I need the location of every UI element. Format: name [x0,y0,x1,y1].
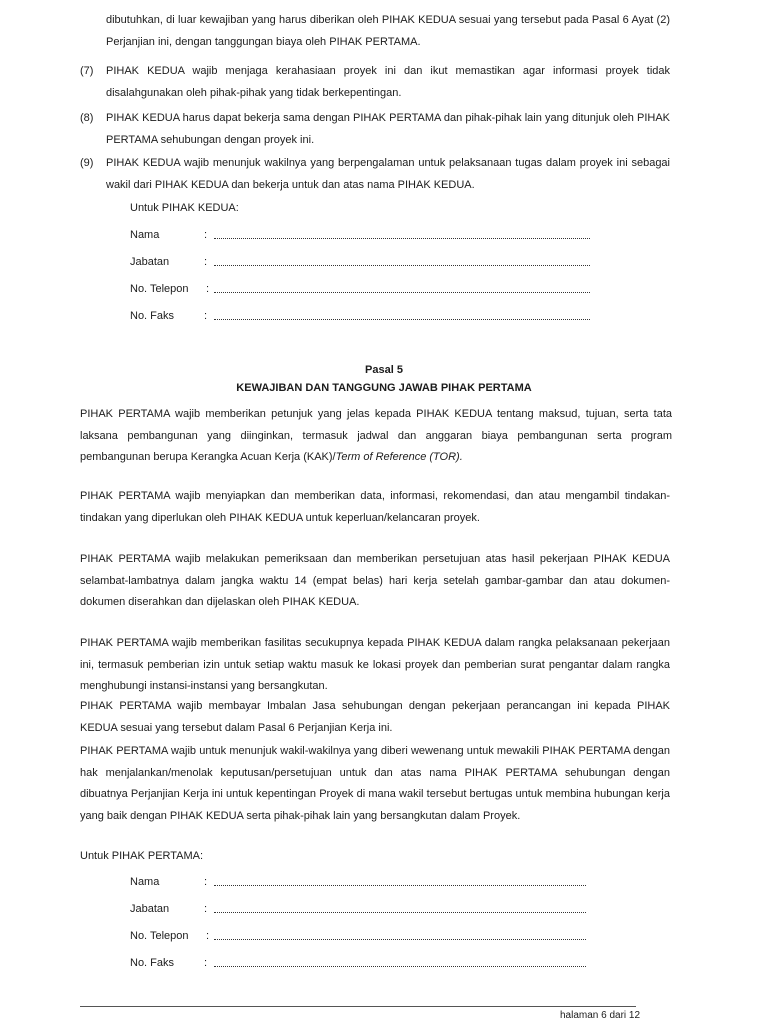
field-blank[interactable] [214,939,586,940]
signature-row-faks [130,305,590,327]
field-blank[interactable] [214,319,590,320]
paragraph-text: PIHAK PERTAMA wajib memberikan petunjuk yang jelas kepada PIHAK KEDUA tentang maksud, tujuan, serta tata laksana pembangunan yang diinginkan, termasuk jadwal dan anggaran biaya pembangunan serta program pembangunan berupa Kerangka Acuan Kerja (KAK)/ [80,408,672,463]
signature-row-jabatan [130,898,590,920]
field-label: No. Telepon [130,283,189,295]
obligation-paragraph-2: PIHAK PERTAMA wajib menyiapkan dan memberikan data, informasi, rekomendasi, dan atau mengambil tindakan-tindakan yang diperlukan oleh PIHAK KEDUA untuk keperluan/kelancaran proyek. [80,490,670,524]
item-number: (7) [80,65,94,77]
continuation-paragraph: dibutuhkan, di luar kewajiban yang harus diberikan oleh PIHAK KEDUA sesuai yang tersebut pada Pasal 6 Ayat (2) Perjanjian ini, dengan tanggungan biaya oleh PIHAK PERTAMA. [106,14,670,48]
obligation-paragraph-5: PIHAK PERTAMA wajib membayar Imbalan Jasa sehubungan dengan pekerjaan perancangan ini kepada PIHAK KEDUA sesuai yang tersebut dalam Pasal 6 Perjanjian Kerja ini. [80,700,670,734]
field-colon: : [204,903,208,915]
section-title: KEWAJIBAN DAN TANGGUNG JAWAB PIHAK PERTAMA [236,382,532,394]
footer-divider [80,1006,636,1007]
signature-row-jabatan [130,251,590,273]
signature-row-telepon [130,278,590,300]
field-label: Nama [130,229,160,241]
field-colon: : [204,876,208,888]
field-label: Jabatan [130,903,170,915]
section-number: Pasal 5 [365,364,403,376]
field-label: No. Faks [130,957,175,969]
field-blank[interactable] [214,238,590,239]
page-number: halaman 6 dari 12 [560,1010,641,1021]
field-label: Nama [130,876,160,888]
obligation-paragraph-6: PIHAK PERTAMA wajib untuk menunjuk wakil-wakilnya yang diberi wewenang untuk mewakili PIHAK PERTAMA dengan hak menjalankan/menolak keputusan/persetujuan untuk dan atas nama PIHAK PERTAMA sehubungan dengan dibuatnya Perjanjian Kerja ini untuk kepentingan Proyek di mana wakil tersebut bertugas untuk membina hubungan kerja yang baik dengan PIHAK KEDUA serta pihak-pihak lain yang bersangkutan dalam Proyek. [80,745,670,822]
item-text: PIHAK KEDUA harus dapat bekerja sama dengan PIHAK PERTAMA dan pihak-pihak lain yang ditunjuk oleh PIHAK PERTAMA sehubungan dengan proyek ini. [106,112,670,146]
field-label: No. Faks [130,310,175,322]
signature-row-faks [130,952,590,974]
field-colon: : [204,229,208,241]
item-text: PIHAK KEDUA wajib menunjuk wakilnya yang berpengalaman untuk pelaksanaan tugas dalam proyek ini sebagai wakil dari PIHAK KEDUA dan bekerja untuk dan atas nama PIHAK KEDUA. [106,157,670,191]
signature-heading: Untuk PIHAK PERTAMA: [80,850,204,862]
item-number: (9) [80,157,94,169]
field-blank[interactable] [214,292,590,293]
field-blank[interactable] [214,912,586,913]
obligation-paragraph-3: PIHAK PERTAMA wajib melakukan pemeriksaan dan memberikan persetujuan atas hasil pekerjaan PIHAK KEDUA selambat-lambatnya dalam jangka waktu 14 (empat belas) hari kerja setelah gambar-gambar dan atau dokumen-dokumen diserahkan dan dijelaskan oleh PIHAK KEDUA. [80,553,670,608]
paragraph-italic-text: Term of Reference (TOR). [335,451,463,463]
signature-heading: Untuk PIHAK KEDUA: [130,202,239,214]
field-colon: : [206,283,210,295]
obligation-paragraph-1 [80,404,672,469]
field-label: No. Telepon [130,930,189,942]
field-blank[interactable] [214,885,586,886]
signature-row-telepon [130,925,590,947]
field-colon: : [204,957,208,969]
signature-row-nama [130,871,590,893]
item-text: PIHAK KEDUA wajib menjaga kerahasiaan proyek ini dan ikut memastikan agar informasi proyek tidak disalahgunakan oleh pihak-pihak yang tidak berkepentingan. [106,65,670,99]
field-colon: : [206,930,210,942]
signature-row-nama [130,224,590,246]
field-colon: : [204,256,208,268]
item-number: (8) [80,112,94,124]
field-blank[interactable] [214,265,590,266]
field-colon: : [204,310,208,322]
obligation-paragraph-4: PIHAK PERTAMA wajib memberikan fasilitas secukupnya kepada PIHAK KEDUA dalam rangka pelaksanaan pekerjaan ini, termasuk pemberian izin untuk setiap waktu masuk ke lokasi proyek dan pemberian surat pengantar dalam rangka menghubungi instansi-instansi yang bersangkutan. [80,637,670,692]
field-label: Jabatan [130,256,170,268]
field-blank[interactable] [214,966,586,967]
